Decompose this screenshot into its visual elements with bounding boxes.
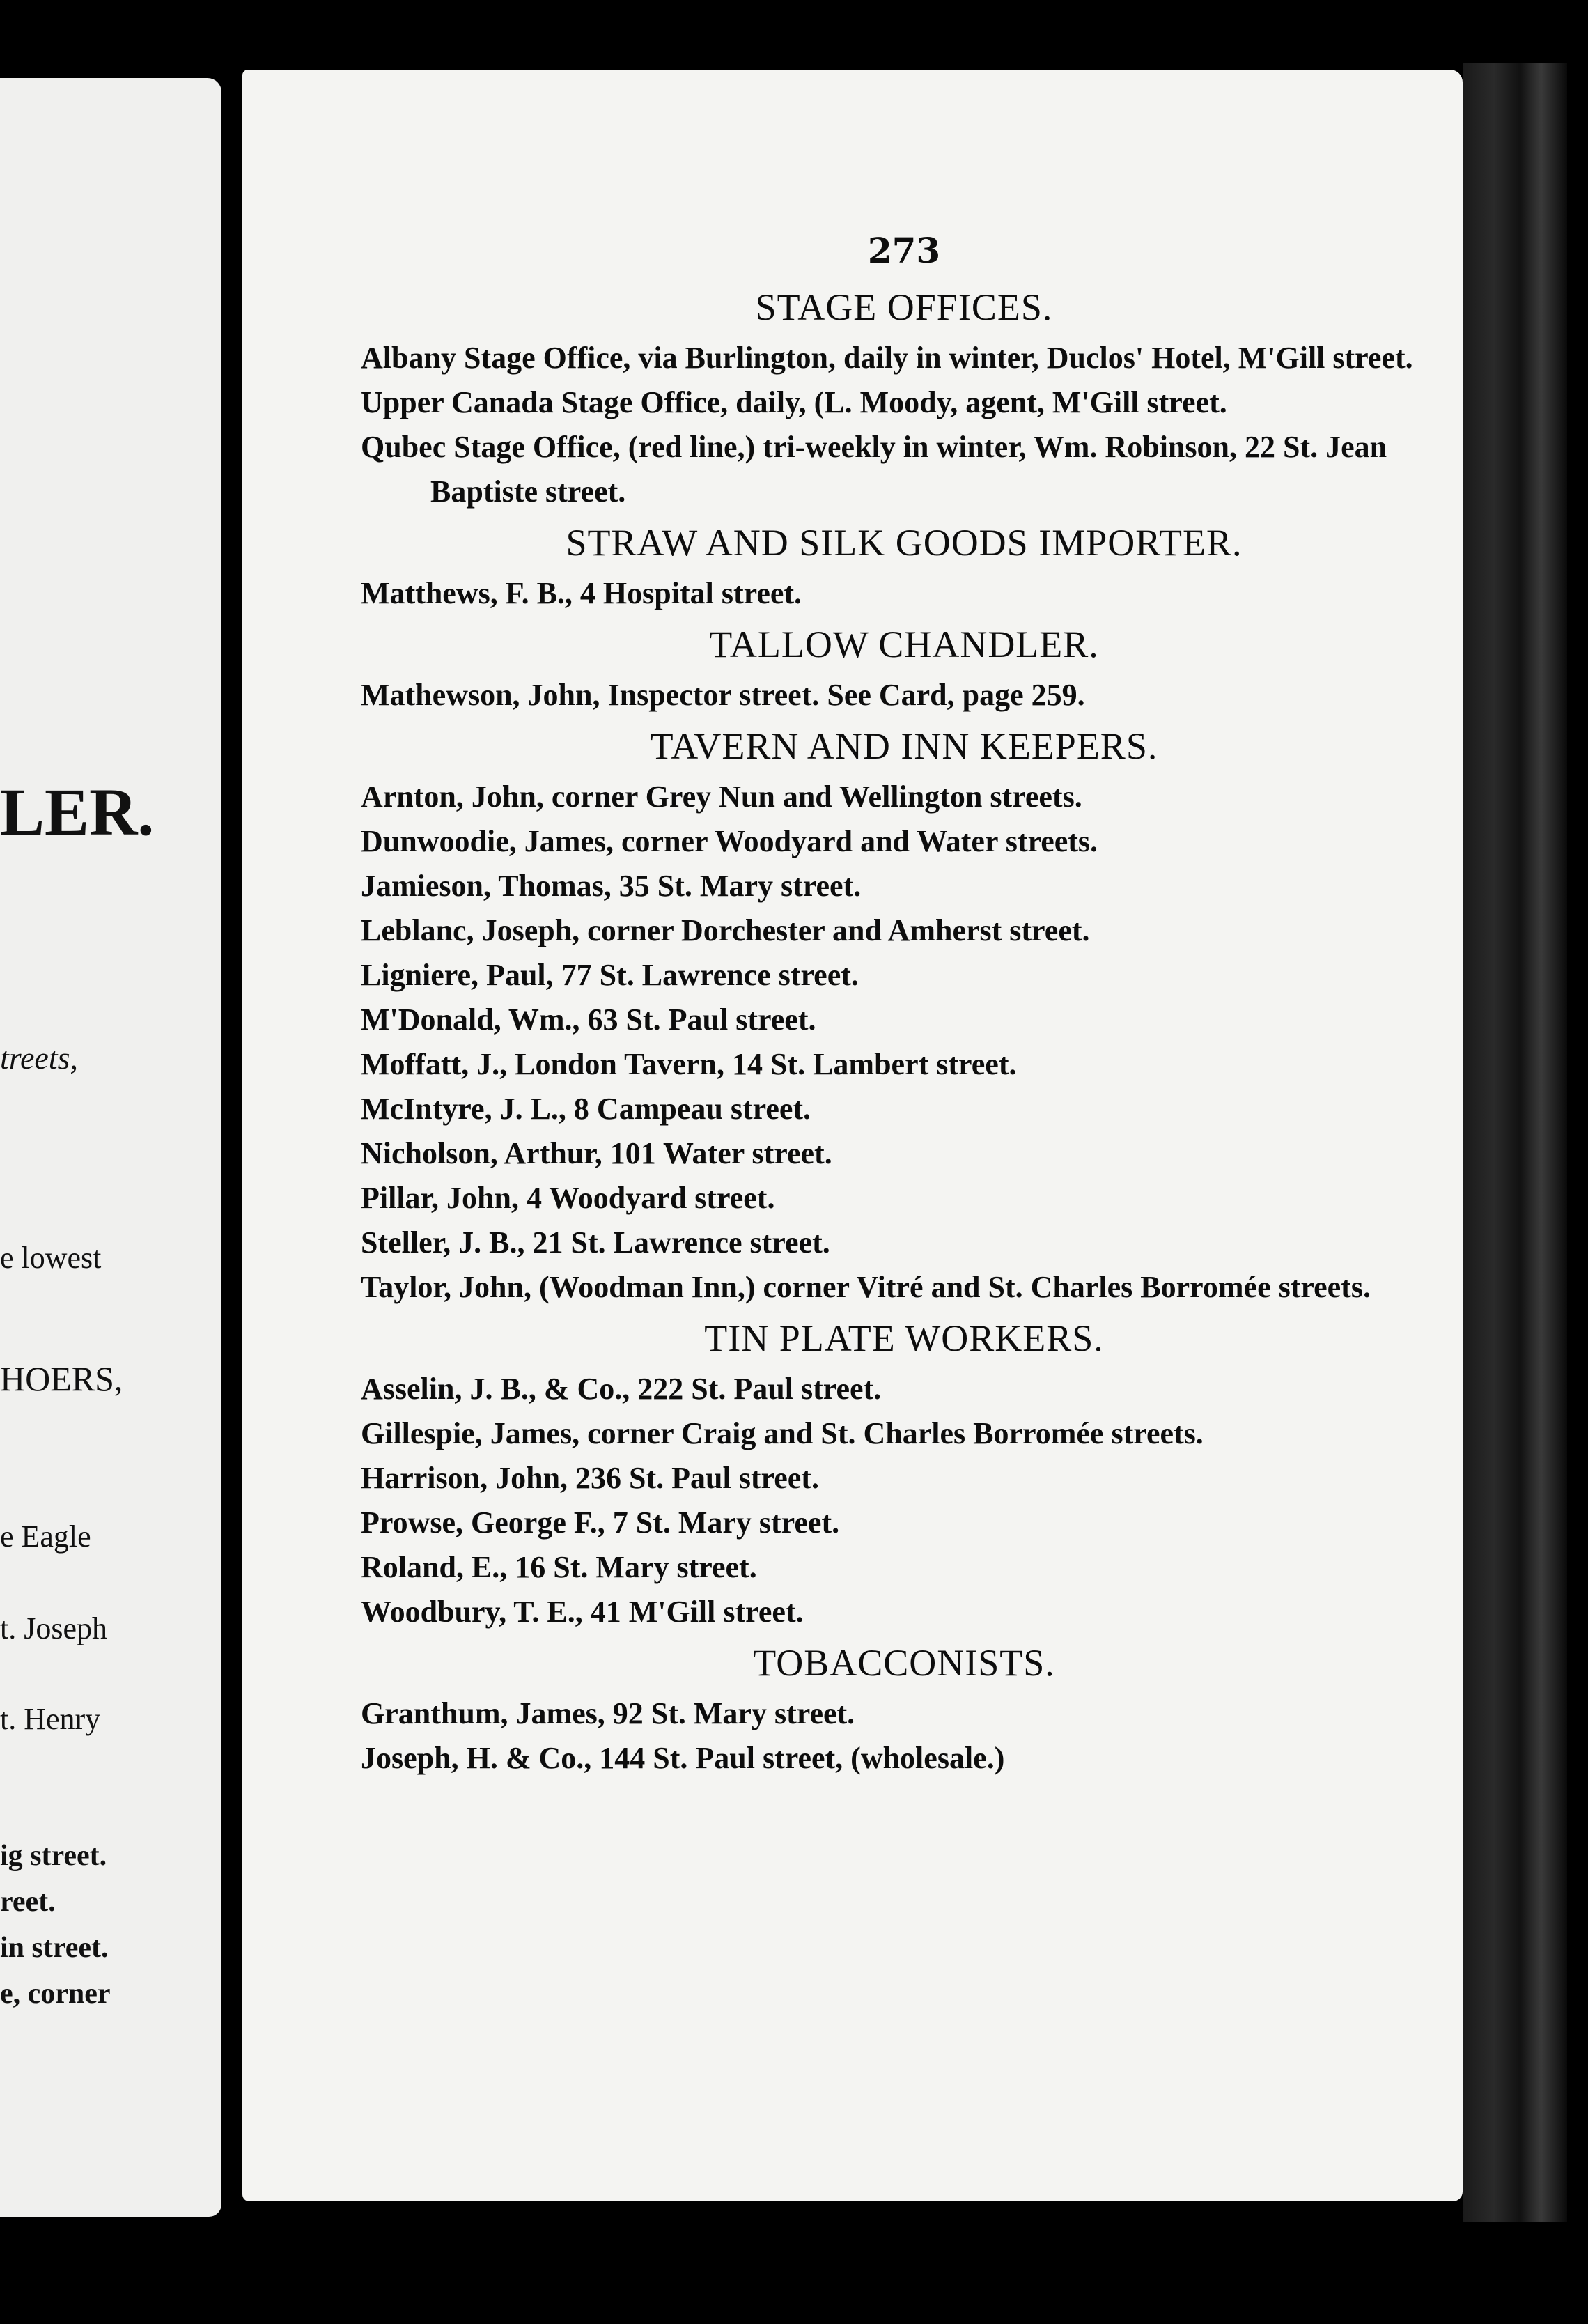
left-page-fragment: LER. bbox=[0, 775, 155, 849]
left-page-fragment: in street. bbox=[0, 1932, 109, 1964]
section-heading: TOBACCONISTS. bbox=[753, 1642, 1055, 1684]
left-page-fragment: treets, bbox=[0, 1040, 78, 1076]
directory-entry: Matthews, F. B., 4 Hospital street. bbox=[361, 576, 802, 610]
directory-entry: Harrison, John, 236 St. Paul street. bbox=[361, 1461, 819, 1495]
directory-entry: Asselin, J. B., & Co., 222 St. Paul street. bbox=[361, 1372, 882, 1406]
left-page-fragment: ig street. bbox=[0, 1840, 107, 1872]
directory-entry: Prowse, George F., 7 St. Mary street. bbox=[361, 1505, 840, 1540]
directory-entry: Jamieson, Thomas, 35 St. Mary street. bbox=[361, 869, 862, 903]
directory-entry: Taylor, John, (Woodman Inn,) corner Vitré and St. Charles Borromée streets. bbox=[361, 1270, 1371, 1304]
directory-entry: Qubec Stage Office, (red line,) tri-weekly in winter, Wm. Robinson, 22 St. Jean Baptiste street. bbox=[361, 430, 1387, 509]
directory-text bbox=[361, 223, 1419, 1781]
directory-entry: Granthum, James, 92 St. Mary street. bbox=[361, 1696, 855, 1730]
section-heading: STAGE OFFICES. bbox=[755, 286, 1053, 328]
directory-entry: Nicholson, Arthur, 101 Water street. bbox=[361, 1136, 832, 1170]
directory-entry: Steller, J. B., 21 St. Lawrence street. bbox=[361, 1225, 830, 1260]
page-number: 273 bbox=[867, 230, 941, 271]
directory-entry: Arnton, John, corner Grey Nun and Wellington streets. bbox=[361, 780, 1082, 814]
left-page bbox=[0, 78, 221, 2217]
section-heading: STRAW AND SILK GOODS IMPORTER. bbox=[566, 522, 1243, 564]
directory-entry: Woodbury, T. E., 41 M'Gill street. bbox=[361, 1595, 804, 1629]
left-page-fragment: t. Henry bbox=[0, 1702, 101, 1736]
directory-entry: Gillespie, James, corner Craig and St. Charles Borromée streets. bbox=[361, 1416, 1204, 1450]
directory-entry: Ligniere, Paul, 77 St. Lawrence street. bbox=[361, 958, 859, 992]
section-heading: TALLOW CHANDLER. bbox=[709, 623, 1099, 665]
book-gutter bbox=[221, 70, 242, 2229]
left-page-fragment: t. Joseph bbox=[0, 1611, 107, 1645]
directory-entry: Joseph, H. & Co., 144 St. Paul street, (wholesale.) bbox=[361, 1741, 1005, 1775]
directory-entry: Upper Canada Stage Office, daily, (L. Moody, agent, M'Gill street. bbox=[361, 385, 1227, 419]
directory-entry: Dunwoodie, James, corner Woodyard and Water streets. bbox=[361, 824, 1098, 858]
section-heading: TIN PLATE WORKERS. bbox=[704, 1317, 1104, 1359]
left-page-fragment: e Eagle bbox=[0, 1519, 91, 1554]
directory-entry: McIntyre, J. L., 8 Campeau street. bbox=[361, 1092, 811, 1126]
section-heading: TAVERN AND INN KEEPERS. bbox=[650, 725, 1158, 767]
directory-entry: Moffatt, J., London Tavern, 14 St. Lambert street. bbox=[361, 1047, 1017, 1081]
left-page-fragment: e lowest bbox=[0, 1241, 102, 1275]
page-edge bbox=[1463, 63, 1567, 2222]
left-page-fragment: e, corner bbox=[0, 1978, 111, 2010]
directory-entry: Leblanc, Joseph, corner Dorchester and Amherst street. bbox=[361, 913, 1090, 947]
directory-entry: Roland, E., 16 St. Mary street. bbox=[361, 1550, 757, 1584]
right-page bbox=[242, 70, 1463, 2201]
directory-entry: Mathewson, John, Inspector street. See Card, page 259. bbox=[361, 678, 1085, 712]
directory-entry: M'Donald, Wm., 63 St. Paul street. bbox=[361, 1002, 816, 1037]
left-page-fragment: HOERS, bbox=[0, 1359, 123, 1398]
directory-entry: Albany Stage Office, via Burlington, daily in winter, Duclos' Hotel, M'Gill street. bbox=[361, 341, 1413, 375]
directory-entry: Pillar, John, 4 Woodyard street. bbox=[361, 1181, 775, 1215]
left-page-fragment: reet. bbox=[0, 1886, 56, 1918]
